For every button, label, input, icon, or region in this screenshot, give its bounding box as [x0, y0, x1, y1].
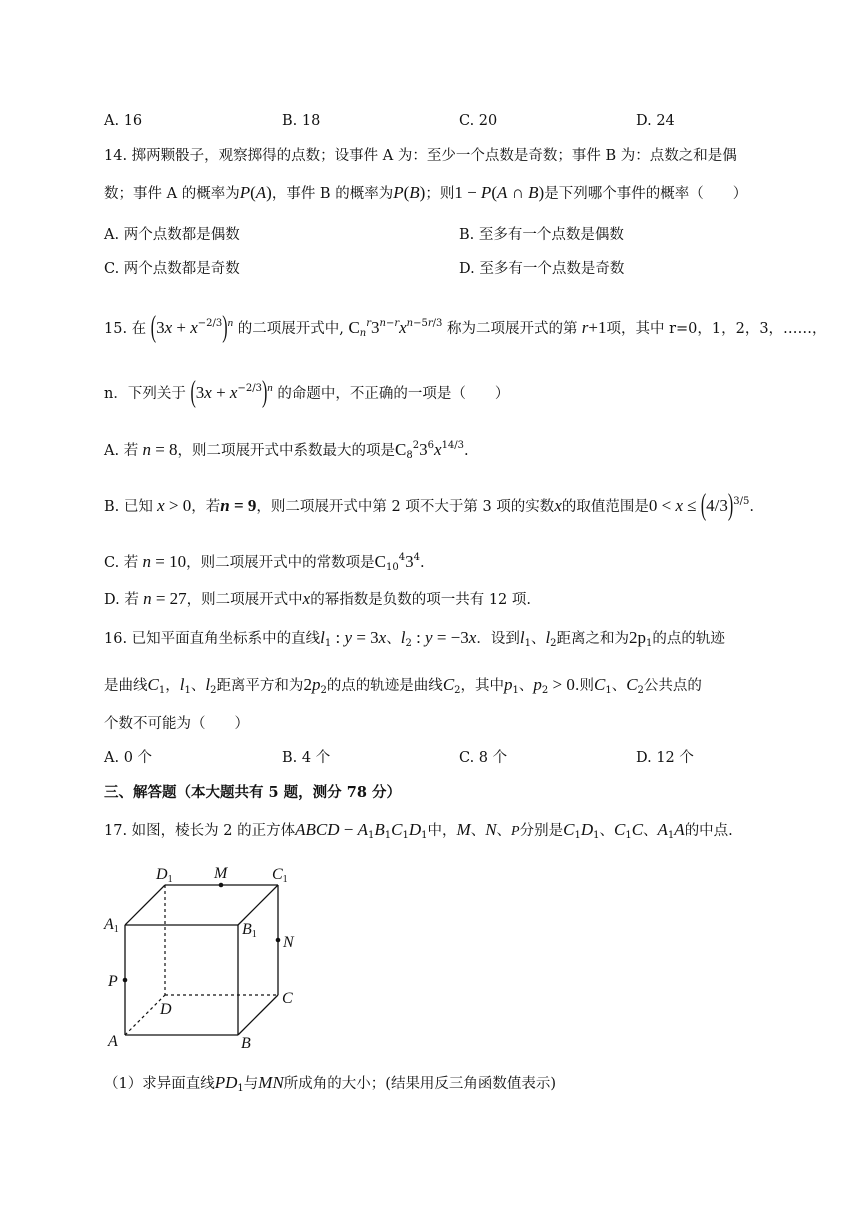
q16-option-c: C. 8 个 — [459, 750, 508, 766]
q15-option-d: D. 若 n = 27，则二项展开式中x的幂指数是负数的项一共有 12 项. — [104, 589, 531, 608]
q15-option-b: B. 已知 x > 0，若n = 9，则二项展开式中第 2 项不大于第 3 项的实数x的取值范围是$0 < x \le (4/3)^{3/5}$. — [104, 489, 754, 523]
q16-option-b: B. 4 个 — [282, 750, 331, 766]
svg-text:M: M — [214, 865, 228, 882]
q16-stem-line3: 个数不可能为（ ） — [104, 716, 249, 732]
svg-text:N: N — [283, 934, 294, 951]
q17-subquestion-1: （1）求异面直线$PD_1$与MN所成角的大小；(结果用反三角函数值表示) — [104, 1073, 557, 1094]
q16-option-a: A. 0 个 — [104, 750, 153, 766]
point-n — [276, 938, 281, 943]
q14-option-c: C. 两个点数都是奇数 — [104, 261, 240, 277]
cube-figure — [100, 858, 320, 1058]
point-p — [123, 978, 128, 983]
svg-text:D1: D1 — [156, 866, 173, 885]
q13-option-b: B. 18 — [282, 113, 321, 129]
q15-stem-line2: n．下列关于 $(3x + x^{-2/3})^n$ 的命题中，不正确的一项是（ ） — [104, 376, 510, 410]
q14-option-b: B. 至多有一个点数是偶数 — [459, 227, 624, 243]
svg-text:A1: A1 — [104, 916, 119, 935]
q16-stem-line1: 16. 已知平面直角坐标系中的直线$l_1$ : y = 3x、$l_2$ : y = −3x．设到$l_1$、$l_2$距离之和为$2p_1$的点的轨迹 — [104, 628, 725, 649]
q14-stem-line1: 14. 掷两颗骰子，观察掷得的点数；设事件 A 为：至少一个点数是奇数；事件 B 为：点数之和是偶 — [104, 148, 737, 164]
q15-stem-line1: 15. 在 $(3x + x^{-2/3})^n$ 的二项展开式中, $C_n^r3^{n-r}x^{n-5r/3}$ 称为二项展开式的第 r+1项，其中 r=0，1，2，3，……， — [104, 311, 827, 345]
svg-text:B1: B1 — [242, 921, 257, 940]
q14-option-a: A. 两个点数都是偶数 — [104, 227, 240, 243]
q15-option-a: A. 若 n = 8，则二项展开式中系数最大的项是$C_8^23^6x^{14/3}$. — [104, 440, 469, 461]
q16-stem-line2: 是曲线$C_1$，$l_1$、$l_2$距离平方和为$2p_2$的点的轨迹是曲线$C_2$，其中$p_1$、$p_2 > 0$.则$C_1$、$C_2$公共点的 — [104, 675, 702, 696]
svg-text:B: B — [241, 1035, 251, 1052]
svg-text:A: A — [108, 1033, 118, 1050]
q17-stem-line1: 17. 如图，棱长为 2 的正方体ABCD − $A_1B_1C_1D_1$中，M、N、P分别是$C_1D_1$、$C_1C$、$A_1A$的中点. — [104, 820, 733, 841]
q16-option-d: D. 12 个 — [636, 750, 694, 766]
point-m — [219, 883, 224, 888]
q13-option-c: C. 20 — [459, 113, 498, 129]
svg-text:D: D — [160, 1001, 172, 1018]
q13-option-d: D. 24 — [636, 113, 675, 129]
q14-stem-line2: 数；事件 A 的概率为P(A)，事件 B 的概率为P(B)；则1 − P(A ∩ B)是下列哪个事件的概率（ ） — [104, 183, 748, 202]
svg-text:C1: C1 — [272, 866, 288, 885]
q15-option-c: C. 若 n = 10，则二项展开式中的常数项是$C_{10}^43^4$. — [104, 552, 425, 573]
svg-text:C: C — [282, 990, 293, 1007]
svg-text:P: P — [108, 973, 118, 990]
q14-option-d: D. 至多有一个点数是奇数 — [459, 261, 625, 277]
section-heading: 三、解答题（本大题共有 5 题，测分 78 分） — [104, 784, 401, 801]
q13-option-a: A. 16 — [104, 113, 143, 129]
